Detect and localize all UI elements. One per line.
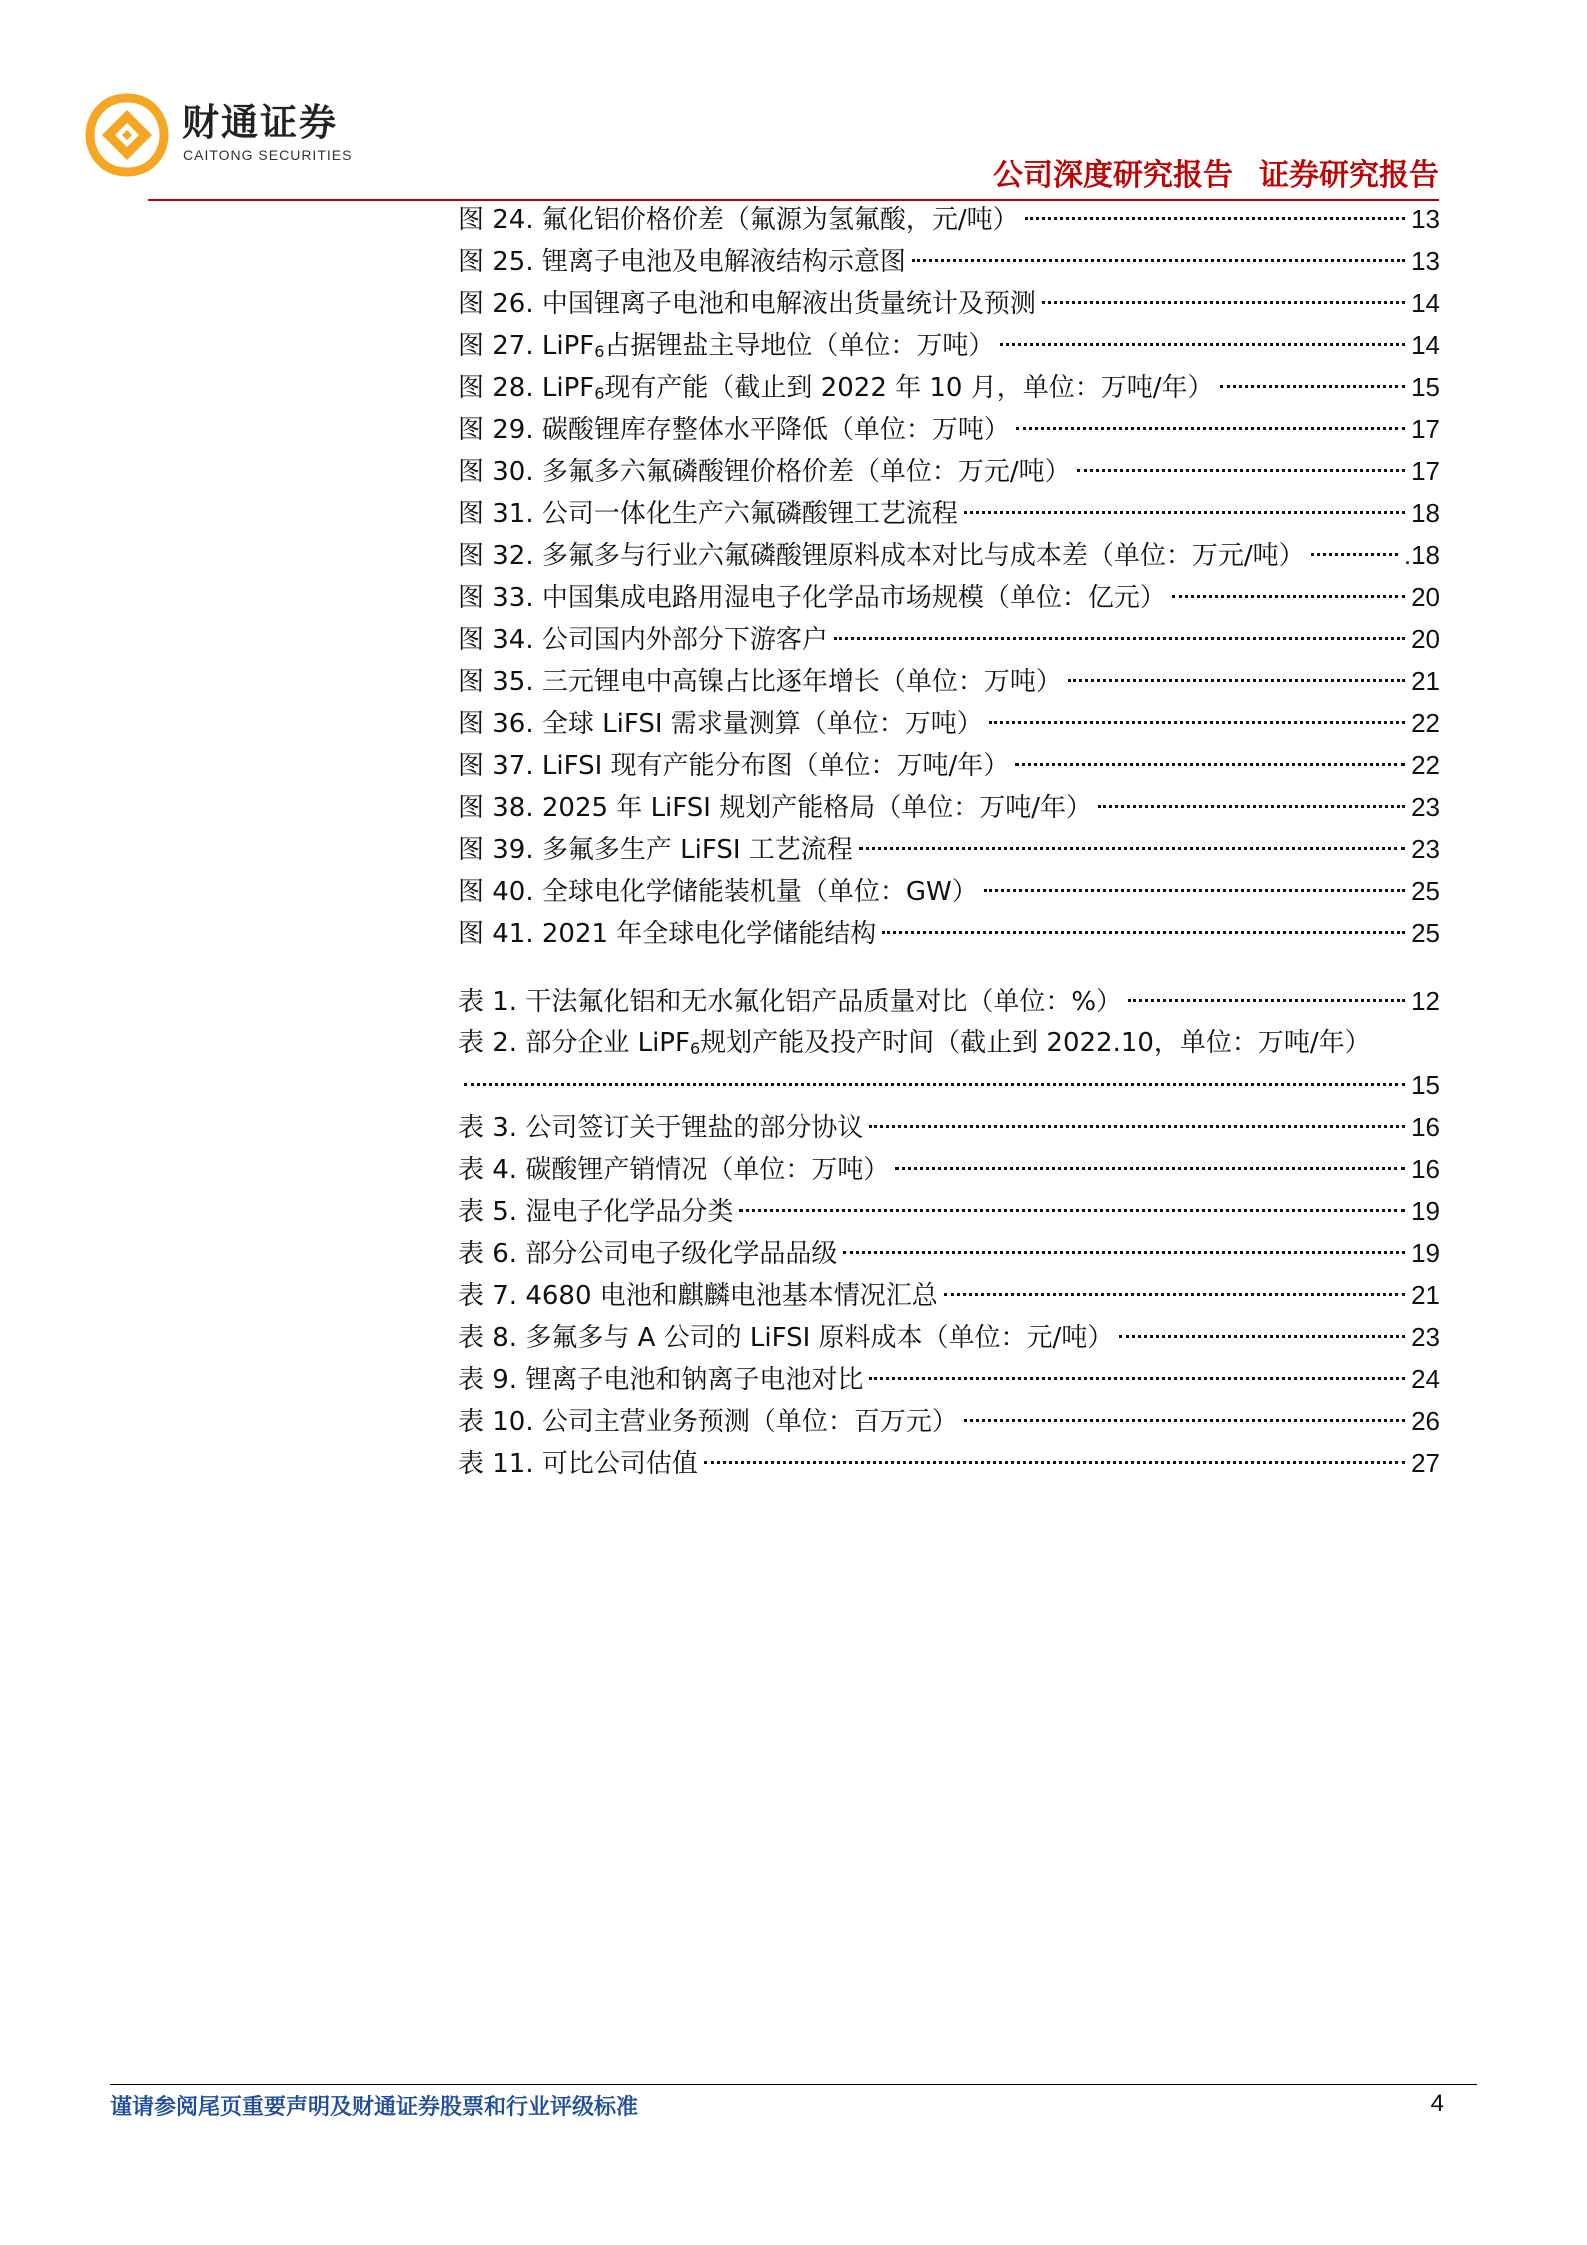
toc-label: 表 1. 干法氟化铝和无水氟化铝产品质量对比（单位：%） (458, 987, 1123, 1017)
toc-entry-figure-41[interactable] (458, 912, 1440, 954)
toc-page-number: 18 (1411, 498, 1440, 528)
subscript: 6 (689, 1039, 701, 1058)
footer-rule (110, 2084, 1477, 2085)
dot-leader (869, 1125, 1405, 1128)
dot-leader (912, 259, 1405, 262)
caitong-logo-icon (82, 90, 172, 180)
footer-disclaimer[interactable]: 谨请参阅尾页重要声明及财通证券股票和行业评级标准 (110, 2095, 639, 2120)
toc-page-number: 17 (1411, 456, 1440, 486)
toc-label: 表 8. 多氟多与 A 公司的 LiFSI 原料成本（单位：元/吨） (458, 1323, 1114, 1353)
dot-leader (859, 847, 1405, 850)
toc-page-number: 27 (1411, 1448, 1440, 1478)
toc-label: 图 34. 公司国内外部分下游客户 (458, 625, 828, 655)
toc-label: 表 3. 公司签订关于锂盐的部分协议 (458, 1113, 864, 1143)
dot-leader (1311, 553, 1398, 556)
dot-leader (704, 1461, 1405, 1464)
toc-entry-table-1[interactable] (458, 980, 1440, 1022)
toc-label: 图 31. 公司一体化生产六氟磷酸锂工艺流程 (458, 499, 958, 529)
dot-leader (834, 637, 1405, 640)
toc-entry-table-2[interactable] (458, 1022, 1440, 1064)
toc-label: 图 41. 2021 年全球电化学储能结构 (458, 919, 877, 949)
toc-page-number: 19 (1411, 1238, 1440, 1268)
dot-leader (895, 1167, 1405, 1170)
toc-page-number: 19 (1411, 1196, 1440, 1226)
toc-page-number: 25 (1411, 918, 1440, 948)
dot-leader (739, 1209, 1405, 1212)
dot-leader (1119, 1335, 1405, 1338)
toc-entry-figure-27[interactable] (458, 324, 1440, 366)
dot-leader (1172, 595, 1405, 598)
toc-label: 图 26. 中国锂离子电池和电解液出货量统计及预测 (458, 289, 1036, 319)
dot-leader (1220, 385, 1406, 388)
toc-page-number: 15 (1411, 1070, 1440, 1100)
toc-label-pre: 图 27. LiPF (458, 331, 595, 361)
toc-label (458, 367, 1214, 412)
dot-leader (964, 1419, 1405, 1422)
toc-page-number: 16 (1411, 1154, 1440, 1184)
dot-leader (1077, 469, 1405, 472)
toc-label: 表 9. 锂离子电池和钠离子电池对比 (458, 1365, 864, 1395)
toc-label-post: 规划产能及投产时间（截止到 2022.10，单位：万吨/年） (700, 1028, 1371, 1058)
dot-leader (1016, 427, 1405, 430)
toc-label: 图 35. 三元锂电中高镍占比逐年增长（单位：万吨） (458, 667, 1062, 697)
toc-page-number: 20 (1411, 624, 1440, 654)
report-type-company: 公司深度研究报告 (993, 158, 1233, 193)
report-type (993, 150, 1439, 194)
toc-entry-table-5[interactable] (458, 1190, 1440, 1232)
dot-leader (944, 1293, 1405, 1296)
toc-page-number: 25 (1411, 876, 1440, 906)
dot-leader (1000, 343, 1405, 346)
toc-entry-table-6[interactable] (458, 1232, 1440, 1274)
toc-entry-figure-26[interactable] (458, 282, 1440, 324)
toc-page-number: 14 (1411, 330, 1440, 360)
report-type-securities: 证券研究报告 (1259, 158, 1439, 193)
toc-entry-figure-39[interactable] (458, 828, 1440, 870)
toc-label: 表 7. 4680 电池和麒麟电池基本情况汇总 (458, 1281, 938, 1311)
toc-entry-figure-40[interactable] (458, 870, 1440, 912)
toc-page-number: 26 (1411, 1406, 1440, 1436)
toc-label (458, 1022, 1371, 1067)
company-logo (82, 90, 402, 180)
subscript: 6 (594, 384, 605, 403)
toc-page-number: 23 (1411, 1322, 1440, 1352)
toc-label: 图 37. LiFSI 现有产能分布图（单位：万吨/年） (458, 751, 1010, 781)
dot-leader (984, 889, 1405, 892)
toc-label: 表 11. 可比公司估值 (458, 1449, 698, 1479)
toc-label-post: 现有产能（截止到 2022 年 10 月，单位：万吨/年） (604, 373, 1214, 403)
toc-entry-table-9[interactable] (458, 1358, 1440, 1400)
toc-label: 图 30. 多氟多六氟磷酸锂价格价差（单位：万元/吨） (458, 457, 1071, 487)
toc-label-post: 占据锂盐主导地位（单位：万吨） (604, 331, 995, 361)
toc-page-number: 13 (1411, 246, 1440, 276)
toc-label: 图 39. 多氟多生产 LiFSI 工艺流程 (458, 835, 853, 865)
dot-leader (989, 721, 1405, 724)
toc-label: 表 5. 湿电子化学品分类 (458, 1197, 734, 1227)
toc-label: 图 25. 锂离子电池及电解液结构示意图 (458, 247, 906, 277)
toc-entry-figure-29[interactable] (458, 408, 1440, 450)
table-of-contents (458, 198, 1440, 1484)
dot-leader (843, 1251, 1405, 1254)
toc-label: 图 40. 全球电化学储能装机量（单位：GW） (458, 877, 978, 907)
brand-name-cn: 财通证券 (182, 101, 338, 144)
toc-page-number: 15 (1411, 372, 1440, 402)
toc-page-number: .18 (1403, 540, 1440, 570)
toc-page-number: 23 (1411, 792, 1440, 822)
toc-page-number: 16 (1411, 1112, 1440, 1142)
toc-entry-table-4[interactable] (458, 1148, 1440, 1190)
toc-label-pre: 表 2. 部分企业 LiPF (458, 1028, 690, 1058)
toc-label: 图 29. 碳酸锂库存整体水平降低（单位：万吨） (458, 415, 1010, 445)
toc-page-number: 22 (1411, 708, 1440, 738)
dot-leader (1015, 763, 1405, 766)
toc-entry-figure-31[interactable] (458, 492, 1440, 534)
toc-label: 表 6. 部分公司电子级化学品品级 (458, 1239, 838, 1269)
toc-entry-figure-36[interactable] (458, 702, 1440, 744)
toc-label: 表 10. 公司主营业务预测（单位：百万元） (458, 1407, 958, 1437)
toc-page-number: 21 (1411, 666, 1440, 696)
dot-leader (1068, 679, 1405, 682)
toc-entry-figure-38[interactable] (458, 786, 1440, 828)
brand-name-en: CAITONG SECURITIES (183, 147, 353, 163)
toc-page-number: 13 (1411, 204, 1440, 234)
toc-label (458, 325, 994, 370)
subscript: 6 (594, 342, 605, 361)
toc-entry-figure-28[interactable] (458, 366, 1440, 408)
toc-page-number: 21 (1411, 1280, 1440, 1310)
toc-page-number: 20 (1411, 582, 1440, 612)
toc-page-number: 14 (1411, 288, 1440, 318)
toc-entry-table-3[interactable] (458, 1106, 1440, 1148)
table-list (458, 980, 1440, 1484)
dot-leader (1025, 217, 1405, 220)
toc-entry-figure-24[interactable] (458, 198, 1440, 240)
dot-leader (869, 1377, 1405, 1380)
figure-list (458, 198, 1440, 954)
toc-page-number: 24 (1411, 1364, 1440, 1394)
dot-leader (464, 1083, 1405, 1086)
toc-entry-table-2-continued[interactable] (458, 1064, 1440, 1106)
toc-entry-figure-34[interactable] (458, 618, 1440, 660)
toc-entry-figure-35[interactable] (458, 660, 1440, 702)
toc-entry-figure-25[interactable] (458, 240, 1440, 282)
toc-entry-figure-30[interactable] (458, 450, 1440, 492)
toc-page-number: 23 (1411, 834, 1440, 864)
toc-entry-table-8[interactable] (458, 1316, 1440, 1358)
toc-entry-table-10[interactable] (458, 1400, 1440, 1442)
toc-label-pre: 图 28. LiPF (458, 373, 595, 403)
toc-label: 图 38. 2025 年 LiFSI 规划产能格局（单位：万吨/年） (458, 793, 1092, 823)
toc-entry-figure-32[interactable] (458, 534, 1440, 576)
toc-page-number: 22 (1411, 750, 1440, 780)
page-number: 4 (1430, 2090, 1444, 2117)
toc-page-number: 17 (1411, 414, 1440, 444)
toc-label: 图 24. 氟化铝价格价差（氟源为氢氟酸，元/吨） (458, 205, 1019, 235)
toc-entry-figure-33[interactable] (458, 576, 1440, 618)
dot-leader (882, 931, 1405, 934)
dot-leader (964, 511, 1405, 514)
toc-entry-figure-37[interactable] (458, 744, 1440, 786)
toc-label: 表 4. 碳酸锂产销情况（单位：万吨） (458, 1155, 890, 1185)
toc-label: 图 36. 全球 LiFSI 需求量测算（单位：万吨） (458, 709, 983, 739)
dot-leader (1042, 301, 1405, 304)
toc-entry-table-11[interactable] (458, 1442, 1440, 1484)
dot-leader (1128, 999, 1405, 1002)
toc-label: 图 32. 多氟多与行业六氟磷酸锂原料成本对比与成本差（单位：万元/吨） (458, 541, 1305, 571)
toc-label: 图 33. 中国集成电路用湿电子化学品市场规模（单位：亿元） (458, 583, 1166, 613)
toc-entry-table-7[interactable] (458, 1274, 1440, 1316)
toc-page-number: 12 (1411, 986, 1440, 1016)
dot-leader (1098, 805, 1405, 808)
